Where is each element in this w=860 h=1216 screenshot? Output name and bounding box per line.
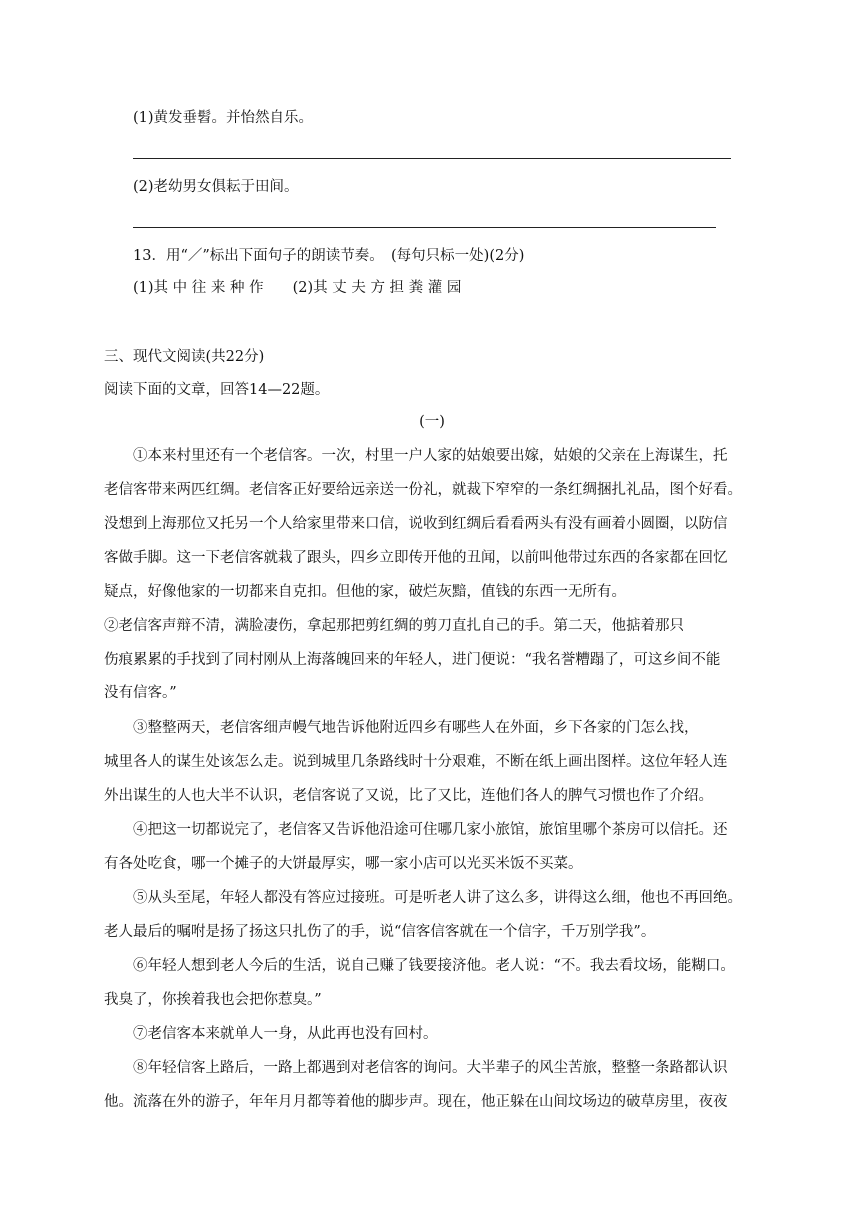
- paragraph-line: ②老信客声辩不清，满脸凄伤，拿起那把剪红绸的剪刀直扎自己的手。第二天，他掂着那只: [104, 618, 684, 634]
- paragraph-line: 没有信客。”: [104, 685, 177, 701]
- passage-number: (一): [419, 414, 445, 430]
- paragraph-line: 老人最后的嘱咐是扬了扬这只扎伤了的手，说“信客信客就在一个信字，千万别学我”。: [104, 924, 656, 940]
- answer-line: [133, 158, 731, 159]
- paragraph-line: 没想到上海那位又托另一个人给家里带来口信，说收到红绸后看看两头有没有画着小圆圈，以防信: [104, 516, 728, 532]
- paragraph-line: 外出谋生的人也大半不认识，老信客说了又说，比了又比，连他们各人的脾气习惯也作了介绍。: [104, 788, 713, 804]
- paragraph-line: 客做手脚。这一下老信客就栽了跟头，四乡立即传开他的丑闻，以前叫他带过东西的各家都在回忆: [104, 550, 728, 566]
- paragraph-line: ④把这一切都说完了，老信客又告诉他沿途可住哪几家小旅馆，旅馆里哪个茶房可以信托。还: [133, 822, 728, 838]
- question-12-item-2: (2)老幼男女俱耘于田间。: [133, 179, 299, 195]
- paragraph-line: 我臭了，你挨着我也会把你惹臭。”: [104, 992, 322, 1008]
- paragraph-line: ⑧年轻信客上路后，一路上都遇到对老信客的询问。大半辈子的风尘苦旅，整整一条路都认识: [133, 1060, 728, 1076]
- question-12-item-1: (1)黄发垂髫。并怡然自乐。: [133, 110, 314, 126]
- question-13-prompt: 13．用“／”标出下面句子的朗读节奏。 (每句只标一处)(2分): [133, 248, 525, 264]
- paragraph-line: ①本来村里还有一个老信客。一次，村里一户人家的姑娘要出嫁，姑娘的父亲在上海谋生，托: [133, 448, 728, 464]
- paragraph-line: ③整整两天，老信客细声幔气地告诉他附近四乡有哪些人在外面，乡下各家的门怎么找，: [133, 720, 699, 736]
- paragraph-line: 疑点，好像他家的一切都来自克扣。但他的家，破烂灰黯，值钱的东西一无所有。: [104, 584, 626, 600]
- paragraph-line: 老信客带来两匹红绸。老信客正好要给远亲送一份礼，就裁下窄窄的一条红绸捆扎礼品，图个好看。: [104, 482, 742, 498]
- paragraph-line: 伤痕累累的手找到了同村刚从上海落魄回来的年轻人，进门便说：“我名誉糟蹋了，可这乡间不能: [104, 652, 721, 668]
- question-13-sentences: (1)其 中 往 来 种 作 (2)其 丈 夫 方 担 粪 灌 园: [133, 280, 462, 296]
- section-instruction: 阅读下面的文章，回答14—22题。: [104, 382, 330, 398]
- paragraph-line: 城里各人的谋生处该怎么走。说到城里几条路线时十分艰难，不断在纸上画出图样。这位年轻人连: [104, 754, 728, 770]
- paragraph-line: ⑥年轻人想到老人今后的生活，说自己赚了钱要接济他。老人说：“不。我去看坟场，能糊口。: [133, 958, 735, 974]
- paragraph-line: ⑤从头至尾，年轻人都没有答应过接班。可是听老人讲了这么多，讲得这么细，他也不再回绝。: [133, 890, 742, 906]
- paragraph-line: ⑦老信客本来就单人一身，从此再也没有回村。: [133, 1026, 438, 1042]
- paragraph-line: 有各处吃食，哪一个摊子的大饼最厚实，哪一家小店可以光买米饭不买菜。: [104, 856, 583, 872]
- paragraph-line: 他。流落在外的游子，年年月月都等着他的脚步声。现在，他正躲在山间坟场边的破草房里，夜夜: [104, 1094, 728, 1110]
- answer-line: [133, 227, 716, 228]
- section-heading: 三、现代文阅读(共22分): [104, 349, 265, 365]
